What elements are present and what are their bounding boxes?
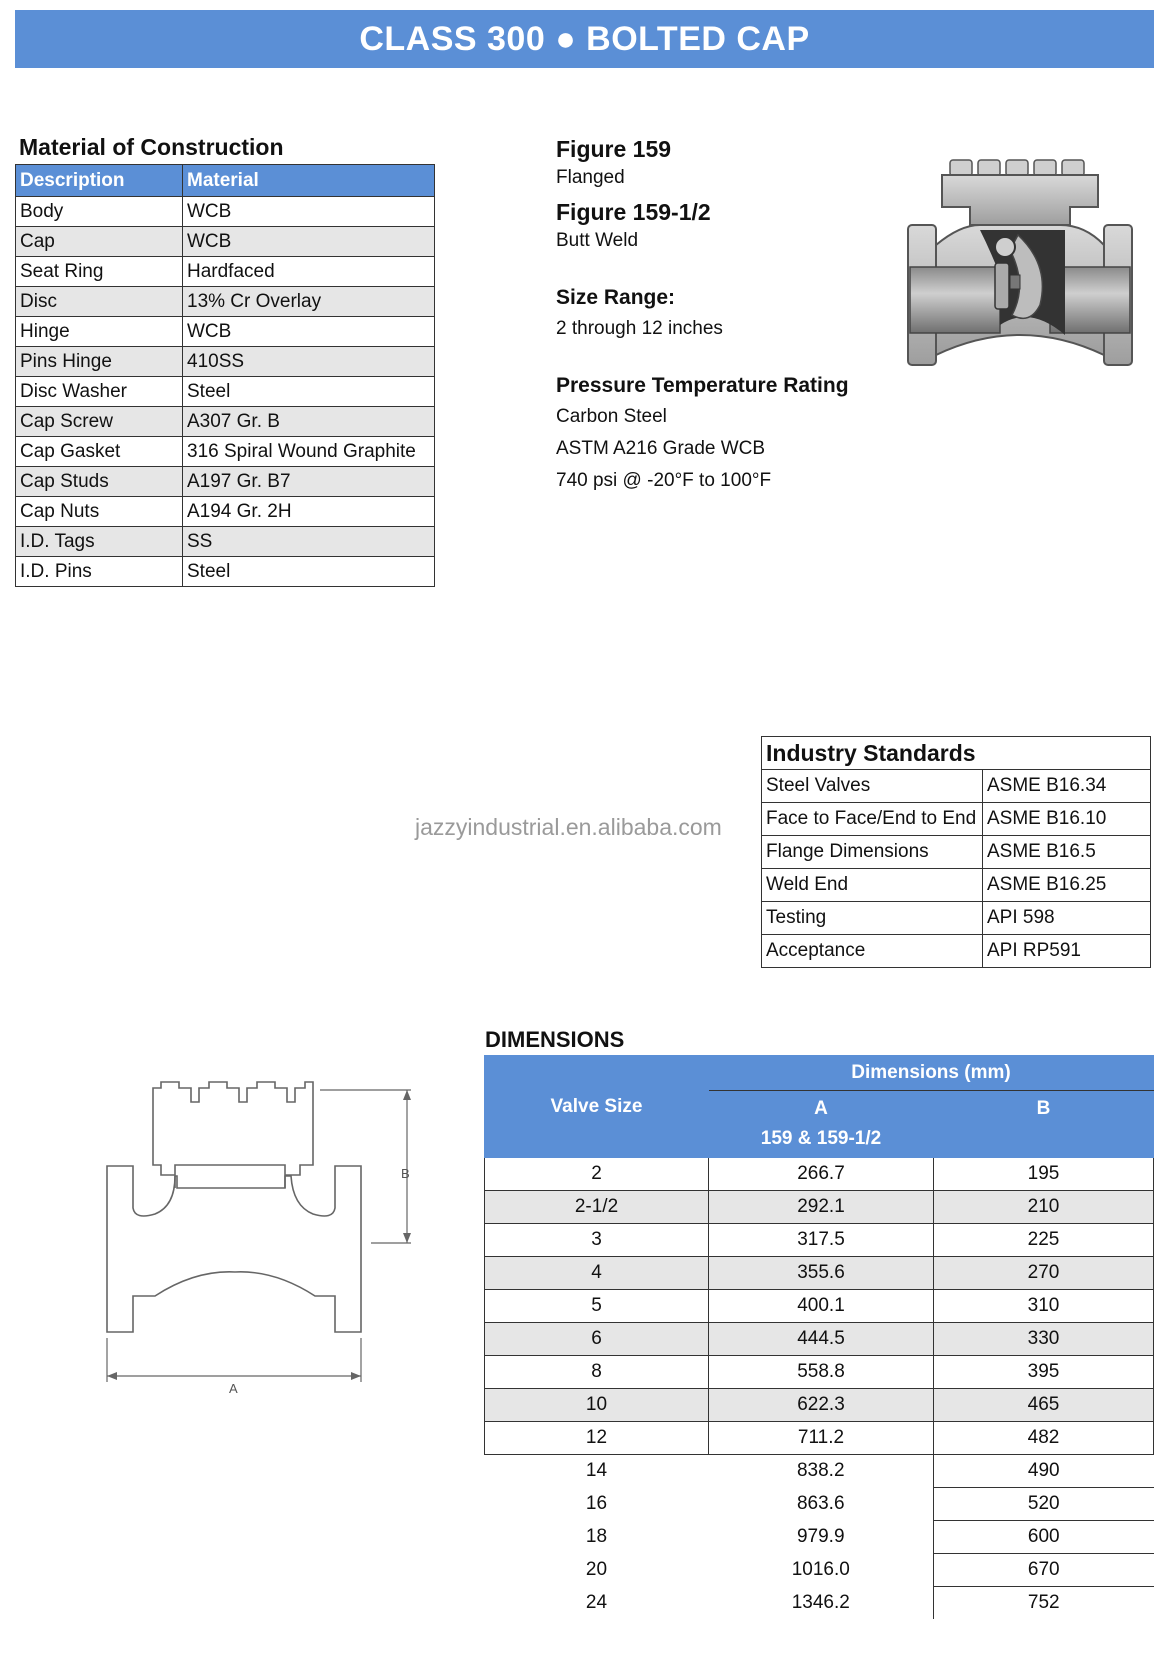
dimensions-header-b: B bbox=[934, 1091, 1154, 1158]
standards-row bbox=[762, 803, 1151, 836]
valve-cutaway-illustration bbox=[900, 155, 1140, 375]
materials-material-cell: Hardfaced bbox=[183, 257, 435, 287]
materials-material-cell: Steel bbox=[183, 377, 435, 407]
materials-row bbox=[16, 527, 435, 557]
dimensions-row bbox=[485, 1356, 1154, 1389]
dimensions-row bbox=[485, 1488, 1154, 1521]
materials-material-cell: WCB bbox=[183, 227, 435, 257]
dimensions-size-cell: 4 bbox=[485, 1257, 709, 1290]
dimensions-b-cell: 310 bbox=[934, 1290, 1154, 1323]
materials-material-cell: A194 Gr. 2H bbox=[183, 497, 435, 527]
dimensions-a-cell: 622.3 bbox=[709, 1389, 934, 1422]
dimensions-row bbox=[485, 1422, 1154, 1455]
standards-code-cell: ASME B16.10 bbox=[983, 803, 1151, 836]
valve-outline-drawing bbox=[95, 1080, 440, 1400]
dimensions-size-cell: 8 bbox=[485, 1356, 709, 1389]
materials-description-cell: Body bbox=[16, 197, 183, 227]
standards-row bbox=[762, 902, 1151, 935]
dimensions-row bbox=[485, 1323, 1154, 1356]
dimensions-size-cell: 2 bbox=[485, 1158, 709, 1191]
materials-header-description: Description bbox=[16, 165, 183, 197]
materials-table bbox=[15, 164, 435, 587]
rating-line: 740 psi @ -20°F to 100°F bbox=[556, 470, 772, 491]
materials-description-cell: Cap bbox=[16, 227, 183, 257]
standards-name-cell: Acceptance bbox=[762, 935, 983, 968]
dimensions-size-cell: 20 bbox=[585, 1559, 608, 1580]
dimensions-a-cell: 1016.0 bbox=[791, 1559, 850, 1580]
standards-row bbox=[762, 935, 1151, 968]
dimensions-size-cell: 3 bbox=[485, 1224, 709, 1257]
dimensions-row bbox=[485, 1191, 1154, 1224]
dimensions-b-cell: 395 bbox=[934, 1356, 1154, 1389]
materials-description-cell: I.D. Pins bbox=[16, 557, 183, 587]
materials-header-material: Material bbox=[183, 165, 435, 197]
materials-description-cell: Hinge bbox=[16, 317, 183, 347]
dimensions-header-a-sub: 159 & 159-1/2 bbox=[760, 1128, 882, 1149]
materials-title: Material of Construction bbox=[19, 134, 284, 160]
dimensions-size-cell: 5 bbox=[485, 1290, 709, 1323]
dimensions-b-cell: 490 bbox=[934, 1455, 1154, 1488]
materials-description-cell: Disc bbox=[16, 287, 183, 317]
dimensions-a-cell: 558.8 bbox=[709, 1356, 934, 1389]
materials-row bbox=[16, 227, 435, 257]
materials-material-cell: 410SS bbox=[183, 347, 435, 377]
materials-material-cell: Steel bbox=[183, 557, 435, 587]
materials-material-cell: 316 Spiral Wound Graphite bbox=[183, 437, 435, 467]
dimensions-row bbox=[485, 1521, 1154, 1554]
dimensions-row bbox=[485, 1587, 1154, 1620]
dimensions-row bbox=[485, 1257, 1154, 1290]
rating-title: Pressure Temperature Rating bbox=[556, 374, 849, 397]
standards-name-cell: Weld End bbox=[762, 869, 983, 902]
standards-name-cell: Flange Dimensions bbox=[762, 836, 983, 869]
dimensions-b-cell: 520 bbox=[934, 1488, 1154, 1521]
dimensions-a-cell: 1346.2 bbox=[791, 1591, 850, 1613]
materials-material-cell: WCB bbox=[183, 317, 435, 347]
dimensions-a-cell: 444.5 bbox=[709, 1323, 934, 1356]
standards-code-cell: ASME B16.5 bbox=[983, 836, 1151, 869]
dimensions-group-header: Dimensions (mm) bbox=[709, 1056, 1154, 1091]
dimensions-row bbox=[485, 1554, 1154, 1587]
dimensions-a-cell: 863.6 bbox=[796, 1493, 845, 1514]
dimensions-b-cell: 752 bbox=[934, 1587, 1154, 1620]
dimensions-a-cell: 355.6 bbox=[709, 1257, 934, 1290]
standards-name-cell: Steel Valves bbox=[762, 770, 983, 803]
materials-description-cell: Cap Studs bbox=[16, 467, 183, 497]
materials-row bbox=[16, 257, 435, 287]
dimensions-size-cell: 6 bbox=[485, 1323, 709, 1356]
standards-name-cell: Testing bbox=[762, 902, 983, 935]
banner-title: CLASS 300 ● BOLTED CAP bbox=[359, 19, 810, 58]
dimensions-size-cell: 14 bbox=[585, 1460, 608, 1482]
dimensions-size-cell: 12 bbox=[485, 1422, 709, 1455]
dimensions-a-cell: 400.1 bbox=[709, 1290, 934, 1323]
dimensions-b-cell: 195 bbox=[934, 1158, 1154, 1191]
dimensions-title: DIMENSIONS bbox=[485, 1027, 625, 1052]
standards-name-cell: Face to Face/End to End bbox=[762, 803, 983, 836]
rating-line: ASTM A216 Grade WCB bbox=[556, 438, 766, 459]
dimensions-size-cell: 18 bbox=[585, 1526, 608, 1547]
page-banner bbox=[15, 10, 1154, 68]
materials-description-cell: Pins Hinge bbox=[16, 347, 183, 377]
dimension-label-a: A bbox=[229, 1381, 238, 1396]
materials-row bbox=[16, 497, 435, 527]
standards-table bbox=[761, 736, 1151, 968]
standards-row bbox=[762, 836, 1151, 869]
dimensions-b-cell: 465 bbox=[934, 1389, 1154, 1422]
dimensions-a-cell: 711.2 bbox=[709, 1422, 934, 1455]
materials-description-cell: Seat Ring bbox=[16, 257, 183, 287]
materials-row bbox=[16, 467, 435, 497]
materials-material-cell: 13% Cr Overlay bbox=[183, 287, 435, 317]
materials-row bbox=[16, 407, 435, 437]
materials-description-cell: I.D. Tags bbox=[16, 527, 183, 557]
figure-159-half-title: Figure 159-1/2 bbox=[556, 199, 711, 225]
figure-159-subtitle: Flanged bbox=[556, 167, 625, 188]
materials-material-cell: SS bbox=[183, 527, 435, 557]
dimensions-size-cell: 24 bbox=[585, 1591, 608, 1613]
dimensions-a-cell: 979.9 bbox=[796, 1526, 845, 1547]
dimensions-table bbox=[484, 1055, 1154, 1619]
materials-row bbox=[16, 347, 435, 377]
dimensions-a-cell: 838.2 bbox=[796, 1460, 845, 1482]
dimensions-size-cell: 2-1/2 bbox=[485, 1191, 709, 1224]
dimensions-row bbox=[485, 1224, 1154, 1257]
dimensions-b-cell: 670 bbox=[934, 1554, 1154, 1587]
figure-159-title: Figure 159 bbox=[556, 136, 672, 162]
dimensions-a-cell: 292.1 bbox=[709, 1191, 934, 1224]
materials-row bbox=[16, 287, 435, 317]
dimensions-header-valve-size: Valve Size bbox=[485, 1056, 709, 1158]
dimensions-b-cell: 482 bbox=[934, 1422, 1154, 1455]
materials-description-cell: Cap Screw bbox=[16, 407, 183, 437]
materials-description-cell: Cap Gasket bbox=[16, 437, 183, 467]
standards-title: Industry Standards bbox=[762, 737, 1151, 770]
dimensions-size-cell: 10 bbox=[485, 1389, 709, 1422]
dimensions-header-a-label: A bbox=[814, 1098, 828, 1119]
standards-row bbox=[762, 770, 1151, 803]
standards-row bbox=[762, 869, 1151, 902]
materials-description-cell: Cap Nuts bbox=[16, 497, 183, 527]
dimensions-row bbox=[485, 1455, 1154, 1488]
dimensions-a-cell: 266.7 bbox=[709, 1158, 934, 1191]
dimensions-b-cell: 210 bbox=[934, 1191, 1154, 1224]
materials-row bbox=[16, 557, 435, 587]
dimensions-header-a bbox=[709, 1091, 934, 1158]
materials-description-cell: Disc Washer bbox=[16, 377, 183, 407]
materials-material-cell: WCB bbox=[183, 197, 435, 227]
dimensions-row bbox=[485, 1389, 1154, 1422]
standards-code-cell: ASME B16.34 bbox=[983, 770, 1151, 803]
dimensions-a-cell: 317.5 bbox=[709, 1224, 934, 1257]
figure-159-half-subtitle: Butt Weld bbox=[556, 230, 639, 251]
materials-row bbox=[16, 317, 435, 347]
materials-row bbox=[16, 197, 435, 227]
standards-code-cell: ASME B16.25 bbox=[983, 869, 1151, 902]
dimension-label-b: B bbox=[401, 1166, 410, 1181]
rating-line: Carbon Steel bbox=[556, 406, 667, 427]
figure-info bbox=[556, 136, 849, 492]
dimensions-b-cell: 600 bbox=[934, 1521, 1154, 1554]
size-range-value: 2 through 12 inches bbox=[556, 318, 723, 339]
dimensions-row bbox=[485, 1290, 1154, 1323]
standards-code-cell: API 598 bbox=[983, 902, 1151, 935]
dimensions-size-cell: 16 bbox=[585, 1493, 608, 1514]
materials-material-cell: A197 Gr. B7 bbox=[183, 467, 435, 497]
dimensions-b-cell: 330 bbox=[934, 1323, 1154, 1356]
dimensions-row bbox=[485, 1158, 1154, 1191]
dimensions-b-cell: 270 bbox=[934, 1257, 1154, 1290]
materials-row bbox=[16, 377, 435, 407]
materials-row bbox=[16, 437, 435, 467]
dimensions-b-cell: 225 bbox=[934, 1224, 1154, 1257]
size-range-title: Size Range: bbox=[556, 286, 676, 309]
materials-material-cell: A307 Gr. B bbox=[183, 407, 435, 437]
watermark-text: jazzyindustrial.en.alibaba.com bbox=[415, 814, 722, 840]
standards-code-cell: API RP591 bbox=[983, 935, 1151, 968]
